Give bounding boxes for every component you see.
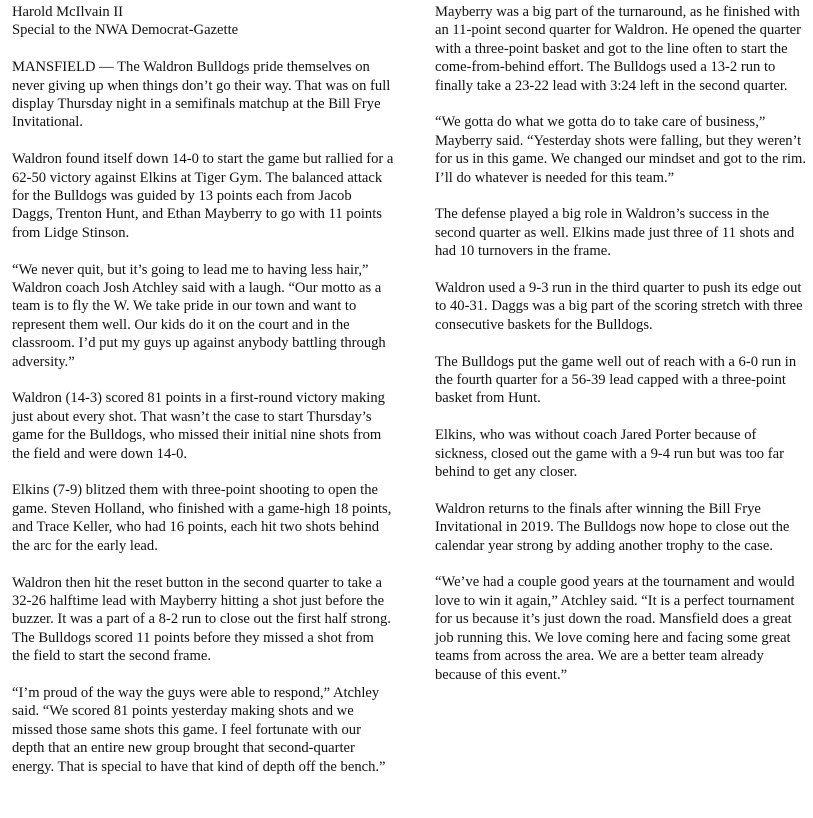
article-paragraph: “We never quit, but it’s going to lead me to having less hair,” Waldron coach Josh Atchley said with a laugh. “Our motto as a team is to fly the W. We take pride in our town and want to represent them well. Our kids do it on the court and in the classroom. I’d put my guys up against anybody battling through adversity.”	[12, 261, 386, 370]
article-paragraph: “We gotta do what we gotta do to take care of business,” Mayberry said. “Yesterday shots were falling, but they weren’t for us in this game. We changed our mindset and got to the rim. I’ll do whatever is needed for this team.”	[435, 114, 807, 186]
article-paragraph: Elkins (7-9) blitzed them with three-point shooting to open the game. Steven Holland, who finished with a game-high 18 points, and Trace Keller, who had 16 points, each hit two shots behind the arc for the early lead.	[12, 482, 392, 554]
author-affiliation: Special to the NWA Democrat-Gazette	[12, 22, 239, 39]
article-paragraph: Waldron returns to the finals after winning the Bill Frye Invitational in 2019. The Bulldogs now hope to close out the calendar year strong by adding another trophy to the case.	[435, 500, 790, 554]
article-column-left	[12, 3, 394, 794]
article-paragraph: Mayberry was a big part of the turnaround, as he finished with an 11-point second quarter for Waldron. He opened the quarter with a three-point basket and got to the line often to start the come-from-behind effort. The Bulldogs used a 13-2 run to finally take a 23-22 lead with 3:24 left in the second quarter.	[435, 4, 801, 94]
article-paragraph: The Bulldogs put the game well out of reach with a 6-0 run in the fourth quarter for a 56-39 lead capped with a three-point basket from Hunt.	[435, 353, 797, 407]
article-paragraph: Waldron used a 9-3 run in the third quarter to push its edge out to 40-31. Daggs was a big part of the scoring stretch with three consecutive baskets for the Bulldogs.	[435, 280, 803, 333]
article-paragraph: “We’ve had a couple good years at the tournament and would love to win it again,” Atchley said. “It is a perfect tournament for us because it’s just down the road. Mansfield does a great job running this. We love coming here and facing some great teams from across the area. We are a better team already because of this event.”	[435, 574, 795, 683]
article-paragraph: The defense played a big role in Waldron’s success in the second quarter as well. Elkins made just three of 11 shots and had 10 turnovers in the frame.	[435, 206, 795, 260]
article-paragraph: Waldron found itself down 14-0 to start the game but rallied for a 62-50 victory against Elkins at Tiger Gym. The balanced attack for the Bulldogs was guided by 13 points each from Jacob Daggs, Trenton Hunt, and Ethan Mayberry to go with 11 points from Lidge Stinson.	[12, 151, 394, 241]
article-paragraph: “I’m proud of the way the guys were able to respond,” Atchley said. “We scored 81 points yesterday making shots and we missed those same shots this game. I feel fortunate with our depth that an entire new group brought that second-quarter energy. That is special to have that kind of depth off the bench.”	[12, 684, 386, 775]
article-column-right	[435, 3, 807, 702]
article-paragraph: Waldron (14-3) scored 81 points in a first-round victory making just about every shot. That wasn’t the case to start Thursday’s game for the Bulldogs, who missed their initial nine shots from the field and were down 14-0.	[12, 390, 385, 462]
article-paragraph: MANSFIELD — The Waldron Bulldogs pride themselves on never giving up when things don’t go their way. That was on full display Thursday night in a semifinals matchup at the Bill Frye Invitational.	[12, 59, 391, 131]
byline	[12, 3, 394, 40]
article-paragraph: Waldron then hit the reset button in the second quarter to take a 32-26 halftime lead with Mayberry hitting a shot just before the buzzer. It was a part of a 8-2 run to close out the first half strong. The Bulldogs scored 11 points before they missed a shot from the field to start the second frame.	[12, 574, 391, 665]
author-name: Harold McIlvain II	[12, 4, 124, 20]
article-paragraph: Elkins, who was without coach Jared Porter because of sickness, closed out the game with a 9-4 run but was too far behind to get any closer.	[435, 427, 784, 481]
